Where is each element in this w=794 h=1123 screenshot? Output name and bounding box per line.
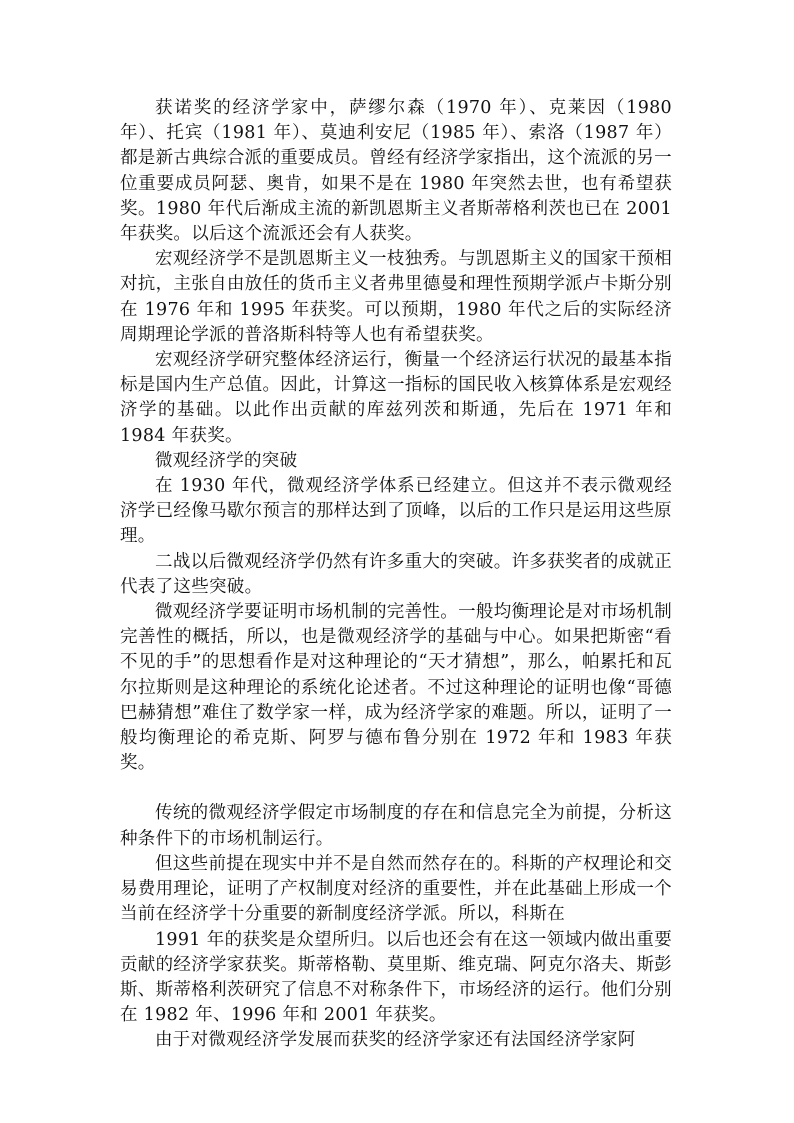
paragraph-postwar: 二战以后微观经济学仍然有许多重大的突破。许多获奖者的成就正代表了这些突破。	[120, 551, 672, 597]
section-heading-microeconomics: 微观经济学的突破	[155, 450, 298, 471]
document-body	[120, 96, 672, 1054]
paragraph-french-economist: 由于对微观经济学发展而获奖的经济学家还有法国经济学家阿	[155, 1030, 636, 1051]
paragraph-monetarism: 宏观经济学不是凯恩斯主义一枝独秀。与凯恩斯主义的国家干预相对抗，主张自由放任的货币主义者弗里德曼和理性预期学派卢卡斯分别在 1976 年和 1995 年获奖。可以预期，1980 年代之后的实际经济周期理论学派的普洛斯科特等人也有希望获奖。	[120, 249, 672, 345]
paragraph-coase: 但这些前提在现实中并不是自然而然存在的。科斯的产权理论和交易费用理论，证明了产权制度对经济的重要性，并在此基础上形成一个当前在经济学十分重要的新制度经济学派。所以，科斯在	[120, 853, 672, 925]
paragraph-general-equilibrium: 微观经济学要证明市场机制的完善性。一般均衡理论是对市场机制完善性的概括，所以，也是微观经济学的基础与中心。如果把斯密“看不见的手”的思想看作是对这种理论的“天才猜想”，那么，帕累托和瓦尔拉斯则是这种理论的系统化论述者。不过这种理论的证明也像“哥德巴赫猜想”难住了数学家一样，成为经济学家的难题。所以，证明了一般均衡理论的希克斯、阿罗与德布鲁分别在 1972 年和 1983 年获奖。	[120, 602, 672, 774]
paragraph-information-asymmetry: 1991 年的获奖是众望所归。以后也还会有在这一领域内做出重要贡献的经济学家获奖。斯蒂格勒、莫里斯、维克瑞、阿克尔洛夫、斯彭斯、斯蒂格利茨研究了信息不对称条件下，市场经济的运行。他们分别在 1982 年、1996 年和 2001 年获奖。	[120, 929, 672, 1026]
paragraph-traditional-micro: 传统的微观经济学假定市场制度的存在和信息完全为前提，分析这种条件下的市场机制运行。	[120, 803, 672, 849]
paragraph-national-accounts: 宏观经济学研究整体经济运行，衡量一个经济运行状况的最基本指标是国内生产总值。因此，计算这一指标的国民收入核算体系是宏观经济学的基础。以此作出贡献的库兹列茨和斯通，先后在 1971 年和 1984 年获奖。	[120, 350, 672, 446]
paragraph-neoclassical-synthesis: 获诺奖的经济学家中，萨缪尔森（1970 年）、克莱因（1980 年）、托宾（1981 年）、莫迪利安尼（1985 年）、索洛（1987 年）都是新古典综合派的重要成员。曾经有经济学家指出，这个流派的另一位重要成员阿瑟、奥肯，如果不是在 1980 年突然去世，也有希望获奖。1980 年代后渐成主流的新凯恩斯主义者斯蒂格利茨也已在 2001 年获奖。以后这个流派还会有人获奖。	[120, 98, 672, 245]
paragraph-1930s: 在 1930 年代，微观经济学体系已经建立。但这并不表示微观经济学已经像马歇尔预言的那样达到了顶峰，以后的工作只是运用这些原理。	[120, 476, 672, 547]
